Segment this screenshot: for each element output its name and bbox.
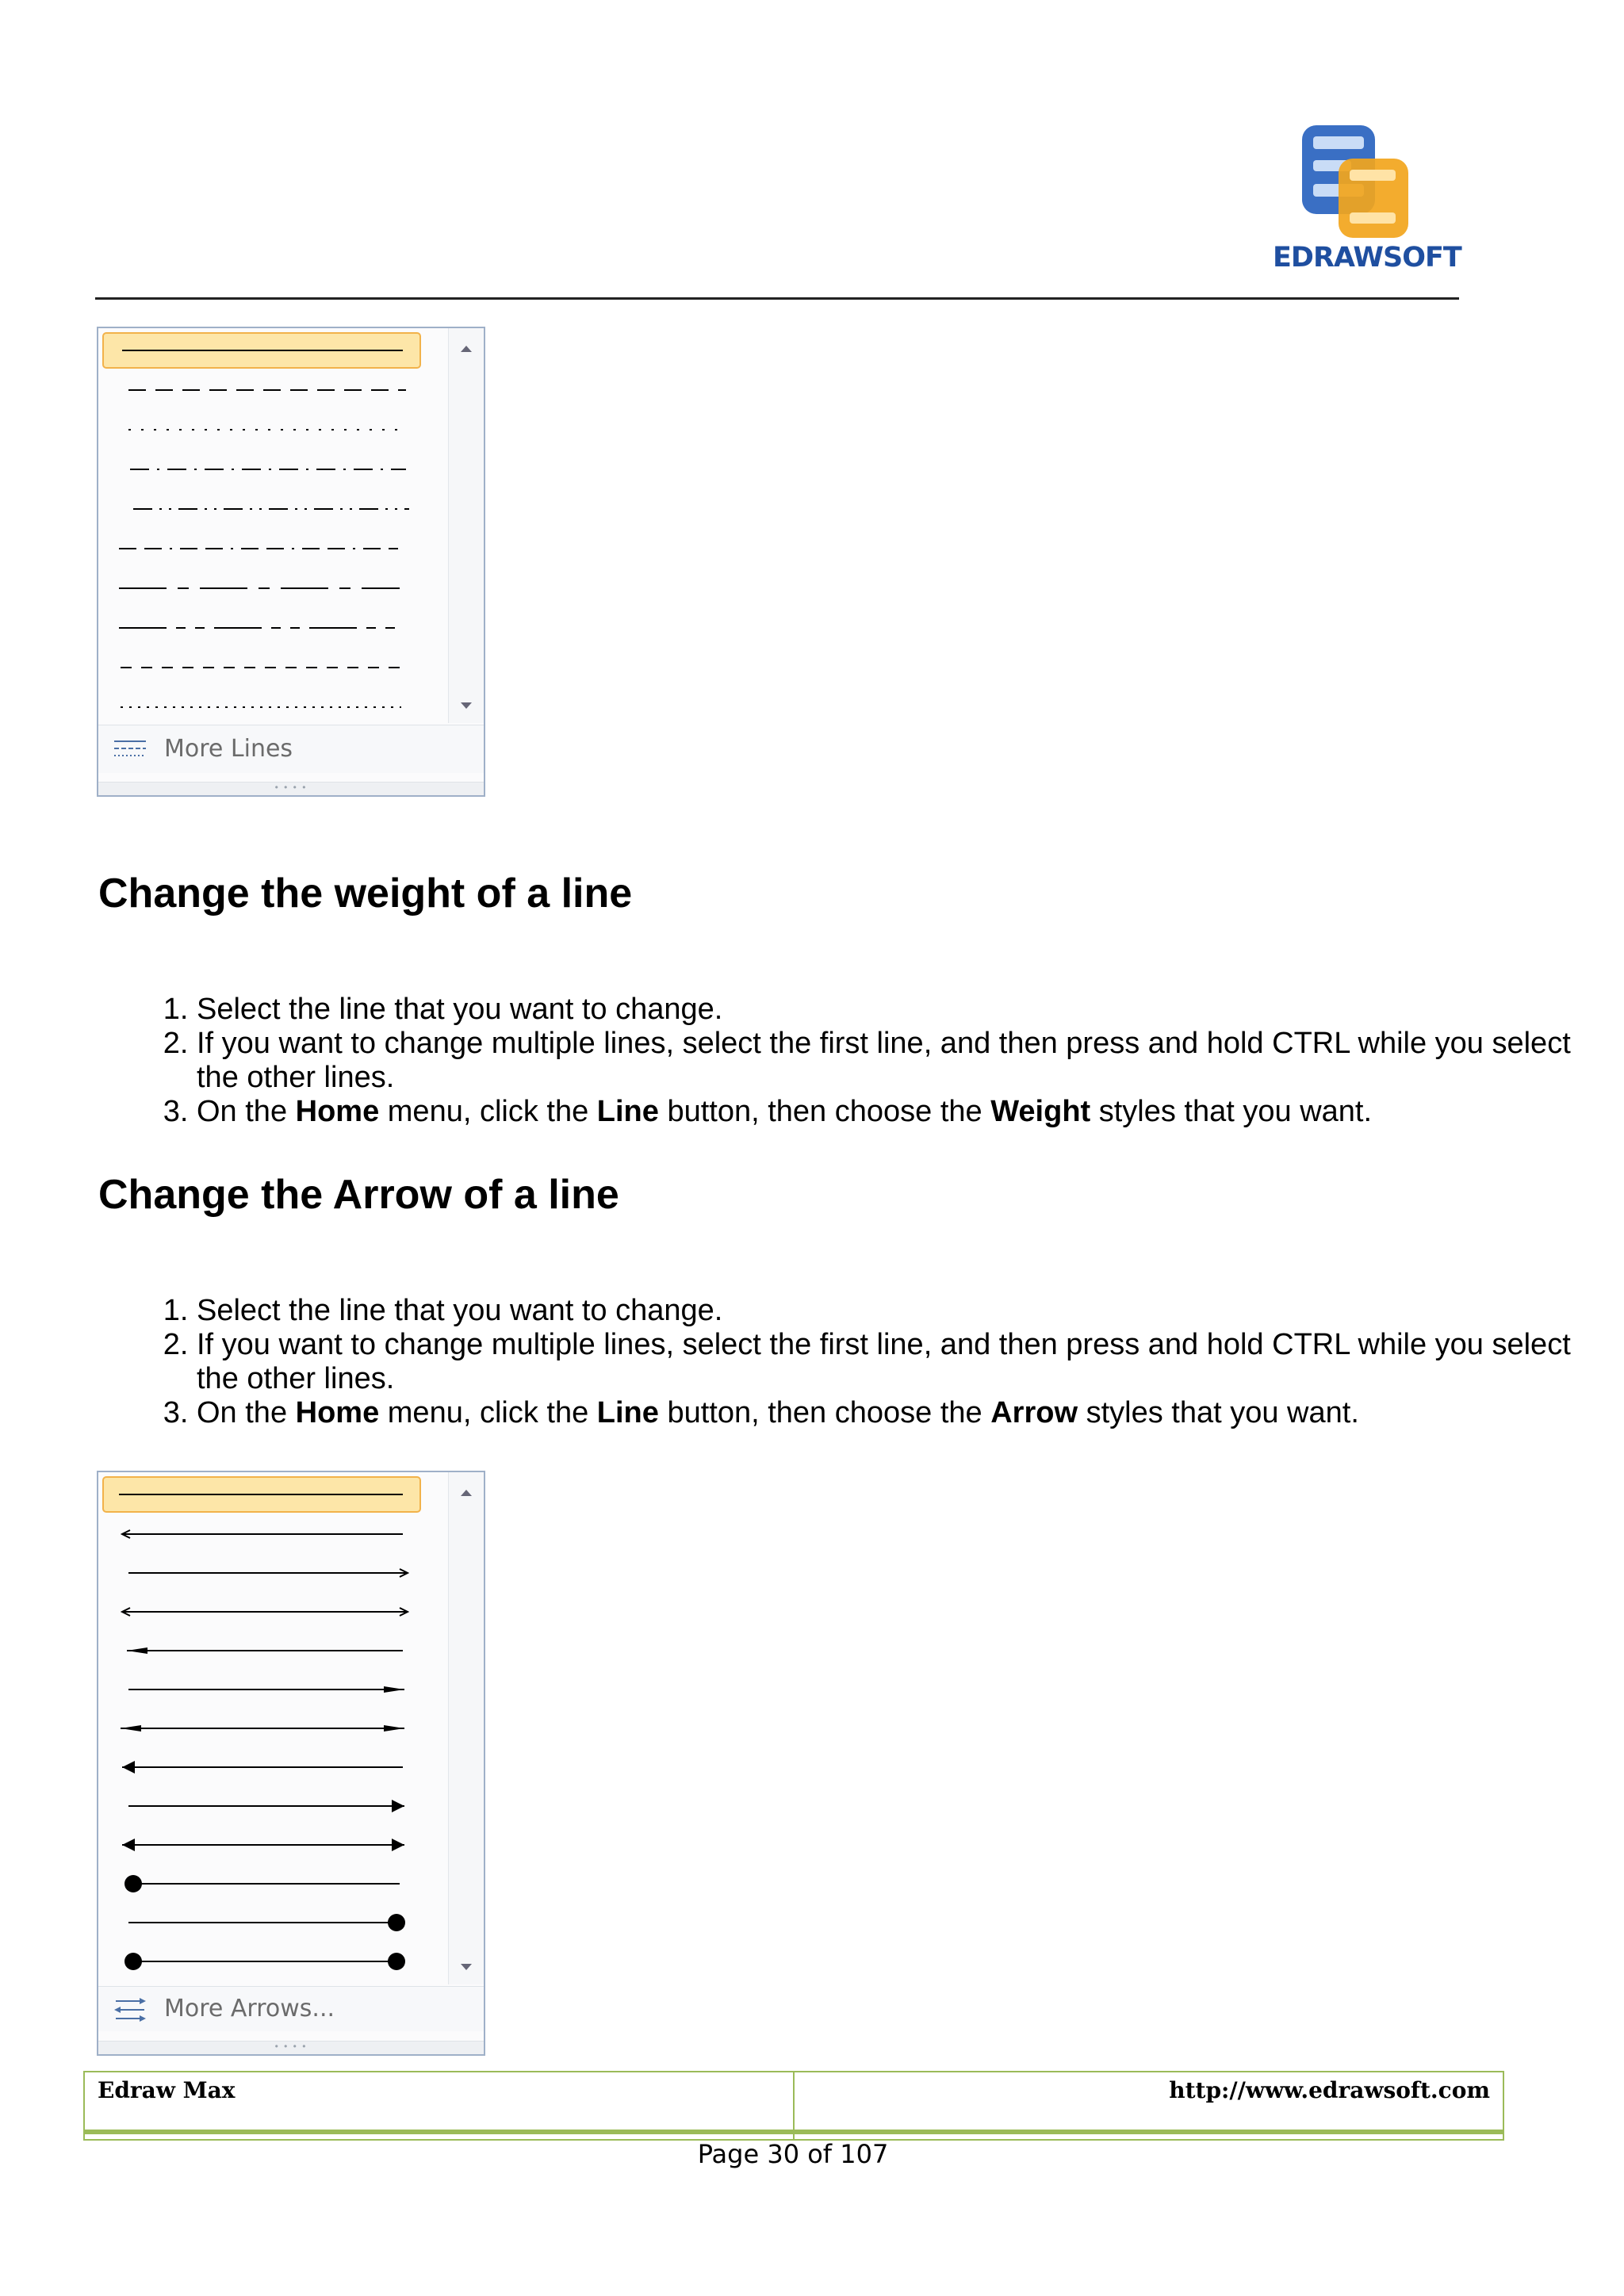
weight-step-3: 3. On the Home menu, click the Line button, then choose the Weight styles that you want. <box>197 1095 1592 1129</box>
scroll-up-icon <box>461 1490 472 1496</box>
footer-product: Edraw Max <box>84 2072 794 2140</box>
more-lines-item[interactable] <box>98 725 484 773</box>
footer-bar <box>83 2130 1504 2134</box>
line-style-list <box>98 328 447 725</box>
scrollbar[interactable] <box>448 328 484 723</box>
arrow-steps <box>95 1294 1592 1430</box>
line-style-menu[interactable] <box>97 327 485 797</box>
arrows-icon <box>113 1995 147 2026</box>
page-number: Page 30 of 107 <box>697 2139 889 2169</box>
arrow-step-1: 1. Select the line that you want to change. <box>197 1294 1592 1328</box>
footer-url: http://www.edrawsoft.com <box>794 2072 1503 2140</box>
scroll-arrows <box>449 328 484 723</box>
section-title-weight: Change the weight of a line <box>98 871 633 916</box>
scroll-arrows <box>449 1472 484 1984</box>
scroll-up-icon <box>461 346 472 352</box>
arrow-style-list <box>98 1472 447 1988</box>
resize-grip[interactable]: • • • • <box>98 782 484 795</box>
arrow-step-2: 2. If you want to change multiple lines, select the first line, and then press and hold CTRL while you select the other lines. <box>197 1328 1592 1396</box>
section-title-arrow: Change the Arrow of a line <box>98 1172 619 1218</box>
weight-step-1: 1. Select the line that you want to change. <box>197 993 1592 1027</box>
resize-grip[interactable]: • • • • <box>98 2041 484 2054</box>
more-arrows-label: More Arrows... <box>164 1995 335 2022</box>
more-arrows-item[interactable] <box>98 1986 484 2031</box>
scroll-down-icon <box>461 1964 472 1970</box>
scroll-down-icon <box>461 702 472 709</box>
weight-step-2: 2. If you want to change multiple lines, select the first line, and then press and hold CTRL while you select the other lines. <box>197 1027 1592 1095</box>
arrow-step-3: 3. On the Home menu, click the Line button, then choose the Arrow styles that you want. <box>197 1396 1592 1430</box>
more-lines-label: More Lines <box>164 735 293 763</box>
weight-steps <box>95 993 1592 1129</box>
arrow-style-menu[interactable] <box>97 1471 485 2056</box>
scrollbar[interactable] <box>448 1472 484 1984</box>
header-divider <box>95 297 1459 300</box>
logo-text: EDRAWSOFT <box>1273 242 1461 274</box>
line-style-icon <box>113 735 147 767</box>
